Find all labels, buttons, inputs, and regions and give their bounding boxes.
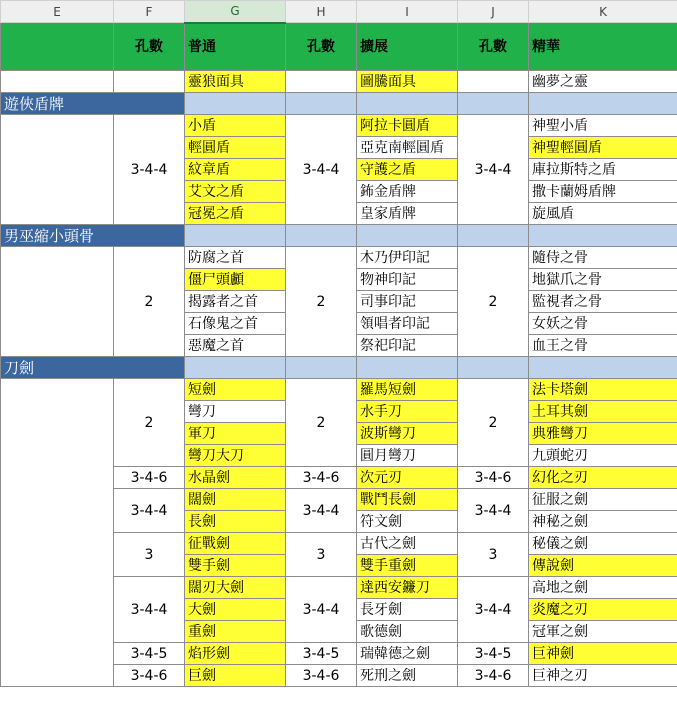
column-header-f[interactable]: F (114, 1, 185, 23)
column-header-g[interactable]: G (185, 1, 286, 23)
category-blank-cell[interactable] (286, 93, 357, 115)
item-normal-cell[interactable]: 軍刀 (185, 423, 286, 445)
header-elite[interactable]: 精華 (529, 23, 677, 71)
holes-elite-cell[interactable]: 3 (458, 533, 529, 577)
holes-extended-cell[interactable]: 3 (286, 533, 357, 577)
table-row (1, 71, 677, 93)
item-extended-cell[interactable]: 阿拉卡圓盾 (357, 115, 458, 137)
item-elite-cell[interactable]: 神秘之劍 (529, 511, 677, 533)
holes-elite-cell[interactable]: 3-4-4 (458, 489, 529, 533)
item-elite-cell[interactable]: 炎魔之刃 (529, 599, 677, 621)
item-normal-cell[interactable]: 水晶劍 (185, 467, 286, 489)
holes-normal-cell[interactable]: 3 (114, 533, 185, 577)
item-elite-cell[interactable]: 法卡塔劍 (529, 379, 677, 401)
table-cell[interactable] (1, 71, 114, 93)
item-extended-cell[interactable]: 物神印記 (357, 269, 458, 291)
item-elite-cell[interactable]: 幻化之刃 (529, 467, 677, 489)
item-elite-cell[interactable]: 高地之劍 (529, 577, 677, 599)
holes-elite-cell[interactable]: 2 (458, 247, 529, 357)
holes-elite-cell[interactable]: 2 (458, 379, 529, 467)
holes-extended-cell[interactable]: 3-4-6 (286, 665, 357, 687)
category-blank-cell[interactable] (357, 93, 458, 115)
item-extended-cell[interactable]: 波斯彎刀 (357, 423, 458, 445)
table-cell[interactable] (286, 71, 357, 93)
category-row (1, 357, 677, 379)
section-blank-cell[interactable] (1, 247, 114, 357)
item-extended-cell[interactable]: 鈽金盾牌 (357, 181, 458, 203)
category-blank-cell[interactable] (185, 225, 286, 247)
category-blank-cell[interactable] (458, 93, 529, 115)
table-row (1, 115, 677, 137)
item-normal-cell[interactable]: 重劍 (185, 621, 286, 643)
item-normal-cell[interactable]: 石像鬼之首 (185, 313, 286, 335)
item-normal-cell[interactable]: 巨劍 (185, 665, 286, 687)
header-holes-elite[interactable]: 孔數 (458, 23, 529, 71)
holes-extended-cell[interactable]: 3-4-4 (286, 489, 357, 533)
item-normal-cell[interactable]: 闊刃大劍 (185, 577, 286, 599)
item-extended-cell[interactable]: 水手刀 (357, 401, 458, 423)
item-extended-cell[interactable]: 長牙劍 (357, 599, 458, 621)
item-extended-cell[interactable]: 瑞韓德之劍 (357, 643, 458, 665)
item-extended-cell[interactable]: 木乃伊印記 (357, 247, 458, 269)
item-elite-cell[interactable]: 征服之劍 (529, 489, 677, 511)
item-normal-cell[interactable]: 彎刀 (185, 401, 286, 423)
item-normal-cell[interactable]: 短劍 (185, 379, 286, 401)
holes-extended-cell[interactable]: 3-4-4 (286, 577, 357, 643)
category-blank-cell[interactable] (529, 225, 677, 247)
item-elite-cell[interactable]: 巨神之刃 (529, 665, 677, 687)
table-row (1, 247, 677, 269)
item-elite-cell[interactable]: 神聖輕圓盾 (529, 137, 677, 159)
item-extended-cell[interactable]: 領唱者印記 (357, 313, 458, 335)
header-blank[interactable] (1, 23, 114, 71)
category-blank-cell[interactable] (185, 93, 286, 115)
item-elite-cell[interactable]: 九頭蛇刃 (529, 445, 677, 467)
category-row (1, 93, 677, 115)
item-elite-cell[interactable]: 隨侍之骨 (529, 247, 677, 269)
category-row (1, 225, 677, 247)
item-normal-cell[interactable]: 紋章盾 (185, 159, 286, 181)
holes-extended-cell[interactable]: 3-4-4 (286, 115, 357, 225)
table-cell[interactable] (114, 71, 185, 93)
item-normal-cell[interactable]: 彎刀大刀 (185, 445, 286, 467)
holes-normal-cell[interactable]: 3-4-4 (114, 115, 185, 225)
category-blank-cell[interactable] (458, 225, 529, 247)
header-holes-extended[interactable]: 孔數 (286, 23, 357, 71)
header-holes-normal[interactable]: 孔數 (114, 23, 185, 71)
column-header-h[interactable]: H (286, 1, 357, 23)
column-header-k[interactable]: K (529, 1, 677, 23)
category-blank-cell[interactable] (286, 357, 357, 379)
holes-elite-cell[interactable]: 3-4-6 (458, 665, 529, 687)
item-extended-cell[interactable]: 歌德劍 (357, 621, 458, 643)
item-extended-cell[interactable]: 守護之盾 (357, 159, 458, 181)
item-extended-cell[interactable]: 圓月彎刀 (357, 445, 458, 467)
item-extended-cell[interactable]: 次元刃 (357, 467, 458, 489)
holes-extended-cell[interactable]: 2 (286, 379, 357, 467)
item-extended-cell[interactable]: 雙手重劍 (357, 555, 458, 577)
item-extended-cell[interactable]: 死刑之劍 (357, 665, 458, 687)
header-row (1, 23, 677, 71)
item-extended-cell[interactable]: 皇家盾牌 (357, 203, 458, 225)
section-blank-cell[interactable] (1, 379, 114, 687)
item-elite-cell[interactable]: 庫拉斯特之盾 (529, 159, 677, 181)
item-elite-cell[interactable]: 秘儀之劍 (529, 533, 677, 555)
category-title[interactable]: 刀劍 (1, 357, 185, 379)
table-cell[interactable] (458, 71, 529, 93)
table-row (1, 379, 677, 401)
holes-normal-cell[interactable]: 2 (114, 247, 185, 357)
item-normal-cell[interactable]: 揭露者之首 (185, 291, 286, 313)
item-elite-cell[interactable]: 神聖小盾 (529, 115, 677, 137)
item-normal-cell[interactable]: 小盾 (185, 115, 286, 137)
item-normal-cell[interactable]: 雙手劍 (185, 555, 286, 577)
item-normal-cell[interactable]: 艾文之盾 (185, 181, 286, 203)
item-extended-cell[interactable]: 戰鬥長劍 (357, 489, 458, 511)
holes-extended-cell[interactable]: 2 (286, 247, 357, 357)
item-elite-cell[interactable]: 旋風盾 (529, 203, 677, 225)
item-normal-cell[interactable]: 長劍 (185, 511, 286, 533)
item-extended-cell[interactable]: 司事印記 (357, 291, 458, 313)
category-title[interactable]: 男巫縮小頭骨 (1, 225, 185, 247)
item-extended-cell[interactable]: 圖騰面具 (357, 71, 458, 93)
item-elite-cell[interactable]: 傳說劍 (529, 555, 677, 577)
item-elite-cell[interactable]: 典雅彎刀 (529, 423, 677, 445)
column-header-e[interactable]: E (1, 1, 114, 23)
item-normal-cell[interactable]: 闊劍 (185, 489, 286, 511)
item-elite-cell[interactable]: 血王之骨 (529, 335, 677, 357)
item-extended-cell[interactable]: 達西安鐮刀 (357, 577, 458, 599)
item-normal-cell[interactable]: 僵尸頭顱 (185, 269, 286, 291)
header-normal[interactable]: 普通 (185, 23, 286, 71)
section-blank-cell[interactable] (1, 115, 114, 225)
holes-normal-cell[interactable]: 3-4-6 (114, 665, 185, 687)
column-header-i[interactable]: I (357, 1, 458, 23)
column-header-row (1, 1, 677, 23)
holes-elite-cell[interactable]: 3-4-4 (458, 115, 529, 225)
item-elite-cell[interactable]: 撒卡蘭姆盾牌 (529, 181, 677, 203)
holes-elite-cell[interactable]: 3-4-4 (458, 577, 529, 643)
item-elite-cell[interactable]: 監視者之骨 (529, 291, 677, 313)
holes-elite-cell[interactable]: 3-4-6 (458, 467, 529, 489)
item-extended-cell[interactable]: 古代之劍 (357, 533, 458, 555)
holes-normal-cell[interactable]: 3-4-4 (114, 489, 185, 533)
holes-normal-cell[interactable]: 3-4-6 (114, 467, 185, 489)
item-elite-cell[interactable]: 冠軍之劍 (529, 621, 677, 643)
category-blank-cell[interactable] (286, 225, 357, 247)
item-elite-cell[interactable]: 土耳其劍 (529, 401, 677, 423)
item-normal-cell[interactable]: 靈狼面具 (185, 71, 286, 93)
category-title[interactable]: 遊俠盾牌 (1, 93, 185, 115)
item-elite-cell[interactable]: 巨神劍 (529, 643, 677, 665)
item-normal-cell[interactable]: 輕圓盾 (185, 137, 286, 159)
category-blank-cell[interactable] (357, 357, 458, 379)
category-blank-cell[interactable] (185, 357, 286, 379)
column-header-j[interactable]: J (458, 1, 529, 23)
category-blank-cell[interactable] (529, 357, 677, 379)
item-normal-cell[interactable]: 征戰劍 (185, 533, 286, 555)
item-normal-cell[interactable]: 大劍 (185, 599, 286, 621)
header-extended[interactable]: 擴展 (357, 23, 458, 71)
holes-normal-cell[interactable]: 2 (114, 379, 185, 467)
item-extended-cell[interactable]: 羅馬短劍 (357, 379, 458, 401)
holes-elite-cell[interactable]: 3-4-5 (458, 643, 529, 665)
item-extended-cell[interactable]: 符文劍 (357, 511, 458, 533)
item-normal-cell[interactable]: 冠冕之盾 (185, 203, 286, 225)
category-blank-cell[interactable] (357, 225, 458, 247)
category-blank-cell[interactable] (529, 93, 677, 115)
holes-extended-cell[interactable]: 3-4-5 (286, 643, 357, 665)
item-elite-cell[interactable]: 幽夢之靈 (529, 71, 677, 93)
item-normal-cell[interactable]: 焰形劍 (185, 643, 286, 665)
item-normal-cell[interactable]: 防腐之首 (185, 247, 286, 269)
category-blank-cell[interactable] (458, 357, 529, 379)
holes-normal-cell[interactable]: 3-4-4 (114, 577, 185, 643)
item-elite-cell[interactable]: 女妖之骨 (529, 313, 677, 335)
item-extended-cell[interactable]: 祭祀印記 (357, 335, 458, 357)
item-elite-cell[interactable]: 地獄爪之骨 (529, 269, 677, 291)
holes-extended-cell[interactable]: 3-4-6 (286, 467, 357, 489)
holes-normal-cell[interactable]: 3-4-5 (114, 643, 185, 665)
item-extended-cell[interactable]: 亞克南輕圓盾 (357, 137, 458, 159)
item-normal-cell[interactable]: 惡魔之首 (185, 335, 286, 357)
